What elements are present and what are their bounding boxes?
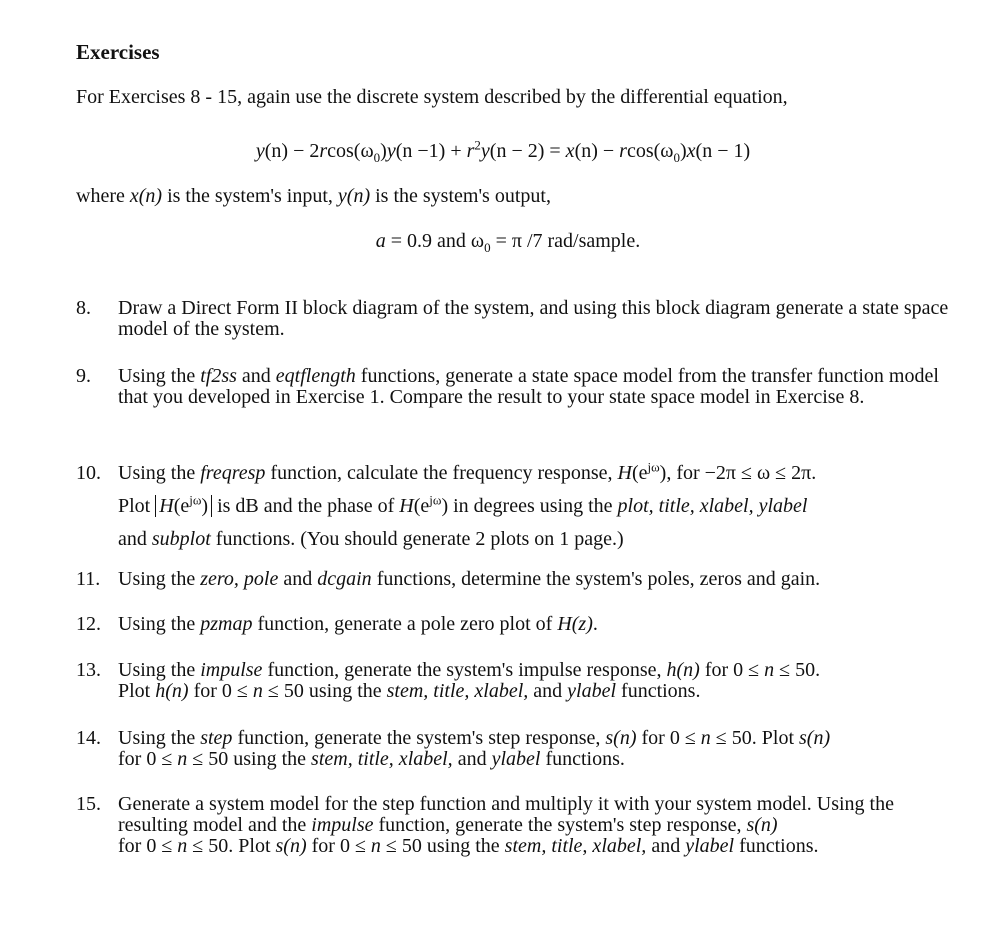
exercise-number: 8. [76, 297, 91, 319]
section-heading: Exercises [76, 40, 160, 64]
exercise-text: Using the step function, generate the system's step response, s(n) for 0 ≤ n ≤ 50. Plot s(n) for 0 ≤ n ≤ 50 using the stem, title, xlabel, and ylabel functions. [118, 727, 831, 770]
parameter-values: a = 0.9 and $\omega_0 = \pi$ /7 rad/sample. [375, 230, 641, 255]
exercise-text: Using the zero, pole and dcgain functions, determine the system's poles, zeros and gain. [118, 568, 821, 590]
exercise-number: 9. [76, 365, 91, 387]
difference-equation: $y(n) - 2rcos(\omega_0)y(n -1) + r^2y(n - 2) = x(n) - rcos(\omega_0)x(n - 1)$ [255, 137, 751, 165]
exercise-text: Draw a Direct Form II block diagram of the system, and using this block diagram generate a state space model of the system. [118, 297, 949, 340]
where-sentence: where x(n) is the system's input, y(n) is the system's output, [76, 185, 551, 207]
exercise-text: Using the pzmap function, generate a pole zero plot of H(z). [118, 613, 598, 635]
exercise-number: 15. [76, 793, 101, 815]
intro-paragraph: For Exercises 8 - 15, again use the discrete system described by the differential equation, [76, 86, 788, 108]
exercise-number: 11. [76, 568, 101, 590]
exercise-text: Using the tf2ss and eqtflength functions, generate a state space model from the transfer function model that you developed in Exercise 1. Compare the result to your state space model in Exercise 8. [118, 365, 939, 408]
exercise-number: 14. [76, 727, 101, 749]
exercise-text: Generate a system model for the step function and multiply it with your system model. Using the resulting model and the impulse function, generate the system's step response, s(n) for 0 ≤ n ≤ 50. Plot s(n) for 0 ≤ n ≤ 50 using the stem, title, xlabel, and ylabel functions. [118, 793, 894, 857]
magnitude-expression: $H(e^{j\omega})$ [155, 495, 212, 517]
exercise-number: 13. [76, 659, 101, 681]
exercise-text: Using the freqresp function, calculate the frequency response, $H(e^{j\omega})$, for −2π ≤ ω ≤ 2π. Plot $H(e^{j\omega})$ is dB and the phase of $H(e^{j\omega})$ in degrees using the plot, title, xlabel, ylabel and subplot functions. (You should generate 2 plots on 1 page.) [118, 459, 817, 550]
exercise-number: 10. [76, 462, 101, 484]
exercise-number: 12. [76, 613, 101, 635]
exercise-text: Using the impulse function, generate the system's impulse response, h(n) for 0 ≤ n ≤ 50. Plot h(n) for 0 ≤ n ≤ 50 using the stem, title, xlabel, and ylabel functions. [118, 659, 821, 702]
